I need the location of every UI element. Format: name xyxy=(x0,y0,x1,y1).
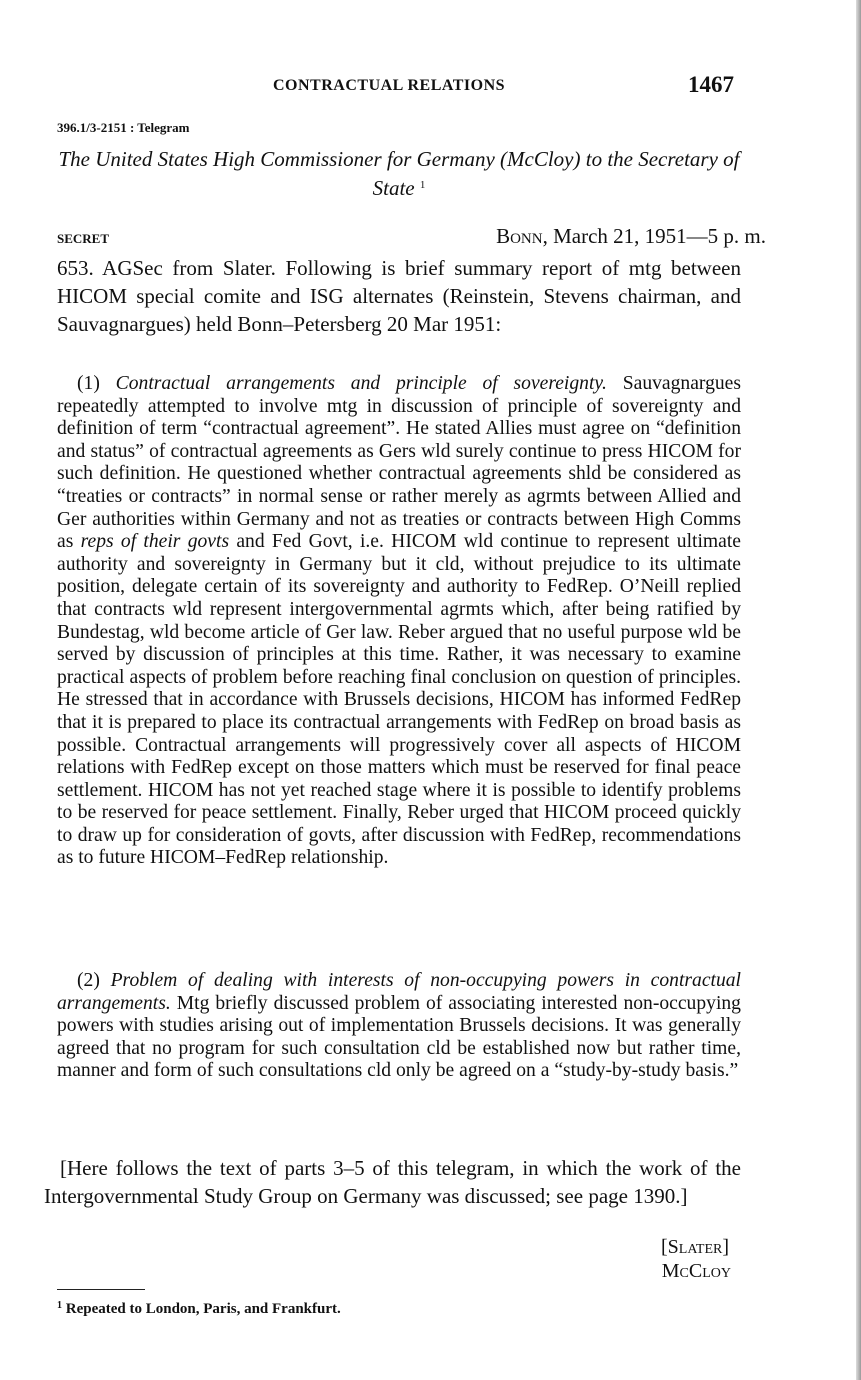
file-number: 396.1/3-2151 : Telegram xyxy=(57,120,190,135)
paragraph-2-heading: Problem of dealing with interests of non-occupying powers in contractual arrangements. xyxy=(57,970,741,1014)
footnote-text: Repeated to London, Paris, and Frankfurt. xyxy=(65,1301,341,1317)
paragraph-1-number: (1) xyxy=(77,373,100,394)
document-title-text: The United States High Commissioner for Germany (McCloy) to the Secretary of State xyxy=(58,147,740,200)
paragraph-2-text: Mtg briefly discussed problem of associating interested non-occupying powers with studies arising out of implementation Brussels decisions. It was generally agreed that no program for such consultation cld be established now but rather time, manner and form of such consultations cld only be agreed on a “study-by-study basis.” xyxy=(57,992,741,1082)
footnote-marker: 1 xyxy=(57,1300,62,1311)
signature-mccloy: McCloy xyxy=(661,1260,731,1282)
paragraph-1 xyxy=(57,373,741,870)
page-edge xyxy=(856,0,861,1380)
paragraph-2-number: (2) xyxy=(77,970,100,991)
paragraph-1-heading: Contractual arrangements and principle of sovereignty. xyxy=(115,373,607,394)
classification: SECRET xyxy=(57,231,110,246)
dateline-place: Bonn xyxy=(496,224,543,248)
page-number: 1467 xyxy=(688,72,734,97)
footnote xyxy=(57,1300,341,1318)
opening-paragraph: 653. AGSec from Slater. Following is brief summary report of mtg between HICOM special comite and ISG alternates (Reinstein, Stevens chairman, and Sauvagnargues) held Bonn–Petersberg 20 Mar 1951: xyxy=(57,256,741,336)
title-footnote-marker: 1 xyxy=(419,179,426,191)
paragraph-1-text-continued: and Fed Govt, i.e. HICOM wld continue to represent ultimate authority and sovereignty in Germany but it cld, without prejudice to its ultimate position, delegate certain of its sovereignty and authority to FedRep. O’Neill replied that contracts wld represent intergovernmental agrmts which, after being ratified by Bundestag, wld become article of Ger law. Reber argued that no useful purpose wld be served by discussion of principles at this time. Rather, it was necessary to examine practical aspects of problem before reaching final conclusion on question of principles. He stressed that in accordance with Brussels decisions, HICOM has informed FedRep that it is prepared to place its contractual arrangements with FedRep on broad basis as possible. Contractual arrangements will progressively cover all aspects of HICOM relations with FedRep except on those matters which must be reserved for final peace settlement. HICOM has not yet reached stage where it is possible to identify problems to be reserved for peace settlement. Finally, Reber urged that HICOM proceed quickly to draw up for consideration of govts, after discussion with FedRep, recommendations as to future HICOM–FedRep relationship. xyxy=(57,531,741,869)
dateline-date: , March 21, 1951—5 p. m. xyxy=(542,224,766,248)
paragraph-1-italic: reps of their govts xyxy=(80,531,230,553)
document-title xyxy=(57,146,741,201)
running-head: CONTRACTUAL RELATIONS xyxy=(273,77,506,94)
footnote-rule xyxy=(57,1289,145,1290)
signature-slater: [Slater] xyxy=(661,1236,729,1258)
paragraph-2 xyxy=(57,970,741,1083)
editorial-note: [Here follows the text of parts 3–5 of this telegram, in which the work of the Intergovernmental Study Group on Germany was discussed; see page 1390.] xyxy=(44,1156,741,1208)
dateline xyxy=(496,224,766,249)
paragraph-1-text: Sauvagnargues repeatedly attempted to involve mtg in discussion of principle of sovereignty and definition of term “contractual agreement”. He stated Allies must agree on “definition and status” of contractual agreements as Gers wld surely continue to press HICOM for such definition. He questioned whether contractual agreements shld be considered as “treaties or contracts” in normal sense or rather merely as agrmts between Allied and Ger authorities within Germany and not as treaties or contracts between High Comms as xyxy=(57,373,741,553)
